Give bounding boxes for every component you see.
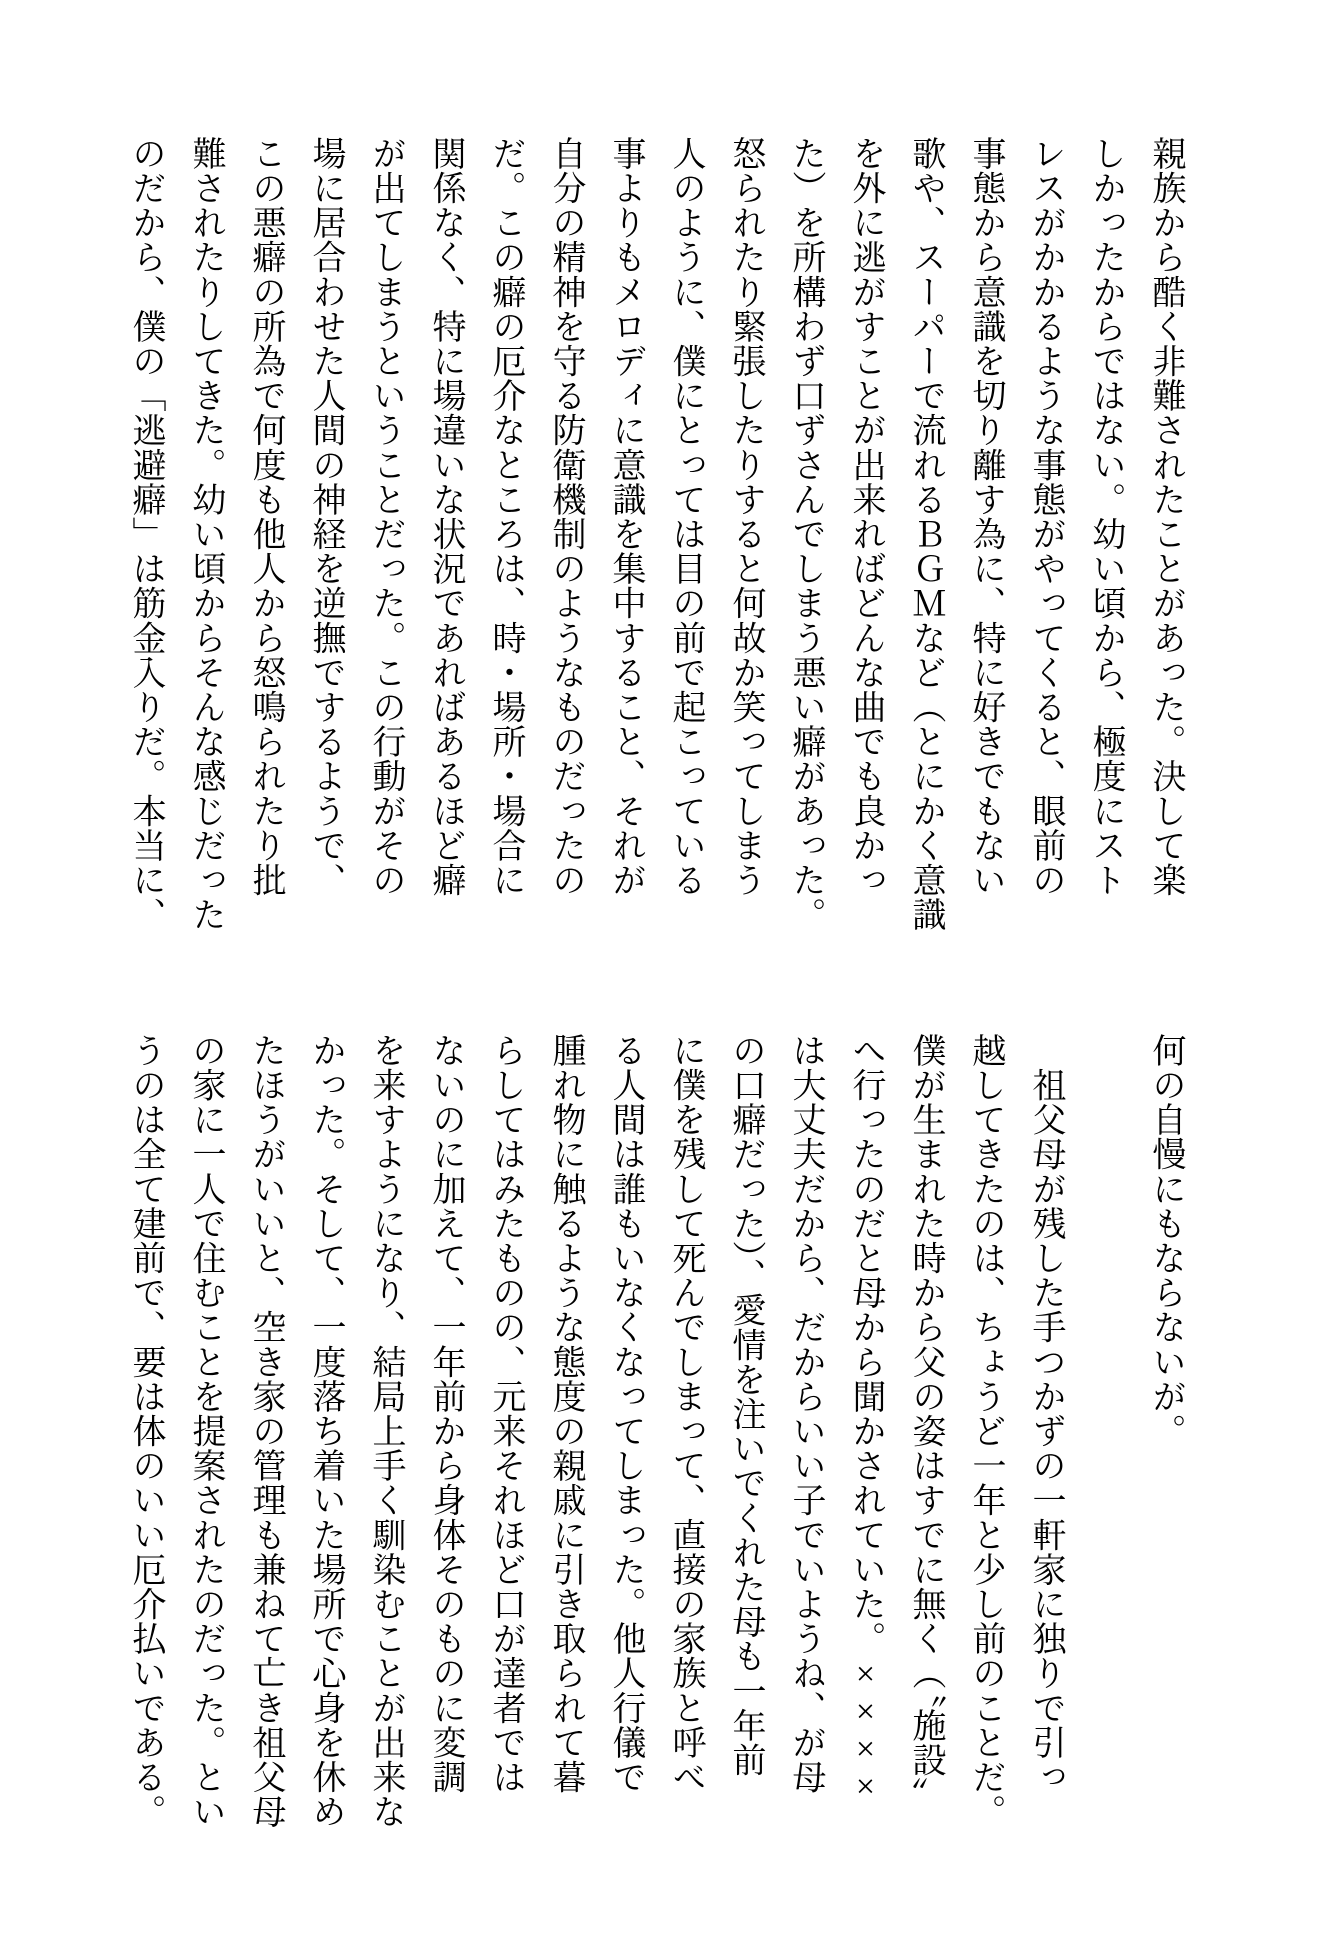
text-line: 腫れ物に触るような態度の親戚に引き取られて暮: [547, 1033, 584, 1795]
text-line: の家に一人で住むことを提案されたのだった。とい: [187, 1033, 224, 1829]
text-line: 場に居合わせた人間の神経を逆撫でするようで、: [307, 136, 344, 898]
text-line: らしてはみたものの、元来それほど口が達者では: [487, 1033, 524, 1795]
text-line: 僕が生まれた時から父の姿はすでに無く（〝施設〟: [907, 1033, 944, 1812]
page-2-text-block: [115, 1033, 1195, 1829]
text-line: のだから、僕の「逃避癖」は筋金入りだ。本当に、: [127, 136, 164, 932]
text-line: うのは全て建前で、要は体のいい厄介払いである。: [127, 1033, 164, 1829]
text-line: 事態から意識を切り離す為に、特に好きでもない: [967, 136, 1004, 898]
text-line: 怒られたり緊張したりすると何故か笑ってしまう: [727, 136, 764, 898]
text-line: しかったからではない。幼い頃から、極度にスト: [1087, 136, 1124, 898]
text-line: 自分の精神を守る防衛機制のようなものだったの: [547, 136, 584, 898]
text-line: 歌や、スーパーで流れるＢＧＭなど（とにかく意識: [907, 136, 944, 932]
text-line: が出てしまうということだった。この行動がその: [367, 136, 404, 898]
text-line: 事よりもメロディに意識を集中すること、それが: [607, 136, 644, 898]
text-line: 親族から酷く非難されたことがあった。決して楽: [1147, 136, 1184, 898]
text-line: ないのに加えて、一年前から身体そのものに変調: [427, 1033, 464, 1795]
text-line: だ。この癖の厄介なところは、時・場所・場合に: [487, 136, 524, 898]
text-line: 関係なく、特に場違いな状況であればあるほど癖: [427, 136, 464, 898]
text-line: を外に逃がすことが出来ればどんな曲でも良かっ: [847, 136, 884, 898]
blank-line: [1075, 1033, 1135, 1795]
text-line: た）を所構わず口ずさんでしまう悪い癖があった。: [787, 136, 824, 932]
text-line: たほうがいいと、空き家の管理も兼ねて亡き祖父母: [247, 1033, 284, 1829]
text-line: る人間は誰もいなくなってしまった。他人行儀で: [607, 1033, 644, 1795]
text-line: 人のように、僕にとっては目の前で起こっている: [667, 136, 704, 898]
text-line: 越してきたのは、ちょうど一年と少し前のことだ。: [967, 1033, 1004, 1829]
text-line: の口癖だった）、愛情を注いでくれた母も一年前: [727, 1033, 764, 1778]
text-line: に僕を残して死んでしまって、直接の家族と呼べ: [667, 1033, 704, 1795]
text-line: 何の自慢にもならないが。: [1147, 1033, 1184, 1449]
text-line: へ行ったのだと母から聞かされていた。××××: [847, 1033, 884, 1807]
text-line: 祖父母が残した手つかずの一軒家に独りで引っ: [1027, 1033, 1064, 1795]
text-line: は大丈夫だから、だからいい子でいようね、が母: [787, 1033, 824, 1795]
text-line: を来すようになり、結局上手く馴染むことが出来な: [367, 1033, 404, 1829]
text-line: レスがかかるような事態がやってくると、眼前の: [1027, 136, 1064, 898]
text-line: 難されたりしてきた。幼い頃からそんな感じだった: [187, 136, 224, 932]
text-line: この悪癖の所為で何度も他人から怒鳴られたり批: [247, 136, 284, 898]
page-1-text-block: [115, 136, 1195, 932]
text-line: かった。そして、一度落ち着いた場所で心身を休め: [307, 1033, 344, 1829]
